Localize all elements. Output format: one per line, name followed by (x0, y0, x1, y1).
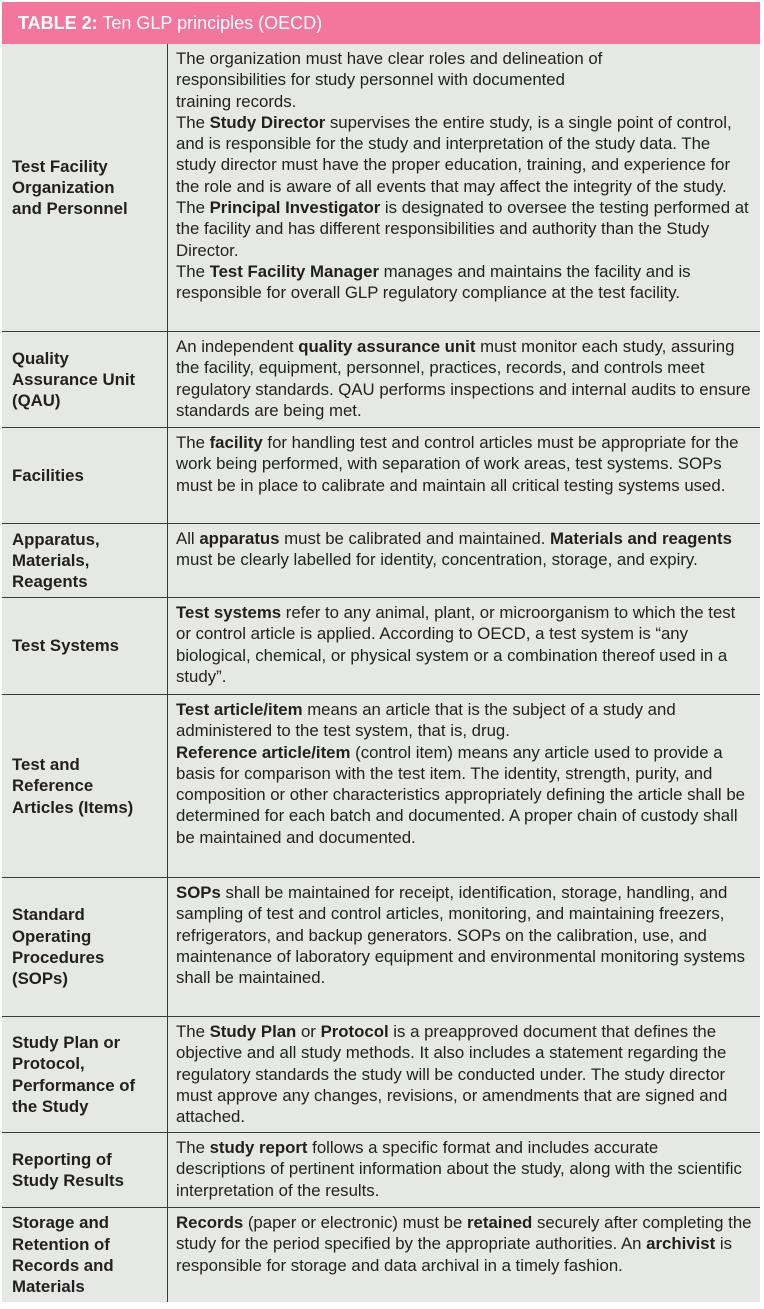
principle-label: Apparatus, Materials, Reagents (12, 529, 100, 592)
principle-name (2, 44, 168, 331)
principle-name (2, 1208, 168, 1302)
bold-term: facility (209, 433, 263, 452)
text-segment: or (296, 1022, 321, 1041)
text-segment: must be calibrated and maintained. (279, 529, 551, 548)
principle-description (168, 44, 760, 331)
text-segment: (paper or electronic) must be (243, 1213, 467, 1232)
principle-description (168, 695, 760, 877)
bold-term: Reference article/item (176, 742, 351, 762)
text-segment: The (176, 112, 210, 132)
description-paragraph (176, 432, 752, 496)
principle-name (2, 1017, 168, 1132)
bold-term: Test article/item (176, 700, 303, 719)
table-row (2, 695, 760, 878)
description-paragraph (176, 1212, 752, 1276)
bold-term: Test Facility Manager (209, 261, 380, 281)
table-body (2, 44, 760, 1302)
bold-term: Materials and reagents (550, 529, 732, 548)
text-segment: is responsible for storage and data archival in a timely fashion. (176, 1234, 732, 1275)
principle-label: Quality Assurance Unit (QAU) (12, 348, 136, 411)
table-number: TABLE 2: (18, 13, 98, 33)
bold-term: Records (176, 1213, 244, 1232)
principle-label: Reporting of Study Results (12, 1149, 124, 1190)
text-segment: The (176, 433, 210, 452)
description-paragraph (176, 261, 752, 304)
text-segment: follows a specific format and includes accurate descriptions of pertinent information about the study, along with the scientific interpretation of the results. (176, 1138, 742, 1200)
principle-label: Test and Reference Articles (Items) (12, 755, 134, 817)
text-segment: means an article that is the subject of a study and administered to the test system, that is, drug. (176, 700, 676, 741)
table-row (2, 332, 760, 428)
description-paragraph (176, 742, 752, 848)
principle-label: Storage and Retention of Records and Materials (12, 1213, 114, 1297)
bold-term: study report (209, 1138, 308, 1157)
principle-description (168, 1017, 760, 1132)
table-row (2, 44, 760, 332)
description-paragraph (176, 699, 752, 742)
bold-term: retained (467, 1213, 533, 1232)
description-paragraph (176, 336, 752, 421)
principle-description (168, 524, 760, 597)
principle-label: Study Plan or Protocol, Performance of the Study (12, 1032, 136, 1116)
bold-term: archivist (646, 1234, 716, 1254)
description-paragraph (176, 602, 752, 687)
text-segment: (control item) means any article used to provide a basis for comparison with the test item. The identity, strength, purity, and composition or other characteristics appropriately defining the article shall be determined for each batch and documented. A proper chain of custody shall be maintained and documented. (176, 742, 745, 847)
text-segment: All (176, 529, 200, 548)
text-segment: The (176, 1022, 210, 1041)
principle-name (2, 1133, 168, 1207)
description-paragraph (176, 197, 752, 261)
text-segment: is designated to oversee the testing performed at the facility and has different responsibilities and authority than the Study Director. (176, 198, 749, 260)
text-segment: shall be maintained for receipt, identification, storage, handling, and sampling of test and control articles, monitoring, and maintaining freezers, refrigerators, and backup generators. SOPs on the calibration, use, and maintenance of laboratory equipment and environmental monitoring systems shall be maintained. (176, 883, 746, 988)
principle-label: Facilities (12, 465, 84, 485)
principle-description (168, 598, 760, 694)
table-row (2, 1208, 760, 1302)
description-paragraph (176, 882, 752, 988)
text-segment: for handling test and control articles must be appropriate for the work being performed, with separation of work areas, test systems. SOPs must be in place to calibrate and maintain all critical testing systems used. (176, 433, 739, 495)
text-segment: must monitor each study, assuring the facility, equipment, personnel, practices, records, and controls meet regulatory standards. QAU performs inspections and internal audits to ensure standards are being met. (176, 337, 751, 420)
bold-term: Study Director (209, 112, 326, 132)
principle-description (168, 1208, 760, 1302)
bold-term: Test systems (176, 603, 282, 622)
principle-description (168, 878, 760, 1016)
bold-term: Protocol (320, 1022, 389, 1041)
description-paragraph (176, 48, 616, 112)
bold-term: SOPs (176, 883, 221, 902)
principle-label: Test Systems (12, 636, 119, 656)
table-caption: Ten GLP principles (OECD) (97, 13, 323, 33)
text-segment: The (176, 1138, 210, 1157)
principle-label: Standard Operating Procedures (SOPs) (12, 905, 105, 989)
bold-term: apparatus (199, 529, 280, 548)
principle-name (2, 878, 168, 1016)
text-segment: The (176, 198, 210, 218)
table-title (2, 2, 760, 44)
table-row (2, 1133, 760, 1208)
principle-label: Test Facility Organization and Personnel (12, 156, 128, 219)
text-segment: securely after completing the study for the period specified by the appropriate authorities. An (176, 1213, 752, 1254)
principle-description (168, 1133, 760, 1207)
principle-description (168, 332, 760, 427)
table-row (2, 1017, 760, 1133)
principle-name (2, 428, 168, 523)
table-row (2, 524, 760, 598)
principle-name (2, 598, 168, 694)
description-paragraph (176, 1021, 752, 1127)
text-segment: manages and maintains the facility and is responsible for overall GLP regulatory compliance at the test facility. (176, 261, 691, 303)
text-segment: An independent (176, 337, 299, 356)
principle-name (2, 332, 168, 427)
description-paragraph (176, 1137, 752, 1201)
description-paragraph (176, 112, 752, 197)
principle-name (2, 695, 168, 877)
text-segment: refer to any animal, plant, or microorganism to which the test or control article is applied. According to OECD, a test system is “any biological, chemical, or physical system or a combination thereof used in a study”. (176, 603, 736, 686)
principle-description (168, 428, 760, 523)
table-row (2, 598, 760, 695)
glp-principles-table (2, 2, 760, 1302)
bold-term: quality assurance unit (298, 337, 476, 356)
text-segment: is a preapproved document that defines the objective and all study methods. It also includes a statement regarding the regulatory standards the study will be conducted under. The study director must approve any changes, revisions, or amendments that are signed and attached. (176, 1022, 728, 1127)
table-row (2, 428, 760, 524)
table-row (2, 878, 760, 1017)
text-segment: supervises the entire study, is a single point of control, and is responsible for the study and interpretation of the study data. The study director must have the proper education, training, and experience for the role and is aware of all events that may affect the integrity of the study. (176, 112, 732, 196)
bold-term: Study Plan (209, 1022, 297, 1041)
text-segment: must be clearly labelled for identity, concentration, storage, and expiry. (176, 550, 698, 570)
bold-term: Principal Investigator (209, 198, 381, 218)
text-segment: The (176, 261, 210, 281)
text-segment: The organization must have clear roles and delineation of responsibilities for study personnel with documented training records. (176, 49, 603, 111)
description-paragraph (176, 528, 752, 571)
principle-name (2, 524, 168, 597)
